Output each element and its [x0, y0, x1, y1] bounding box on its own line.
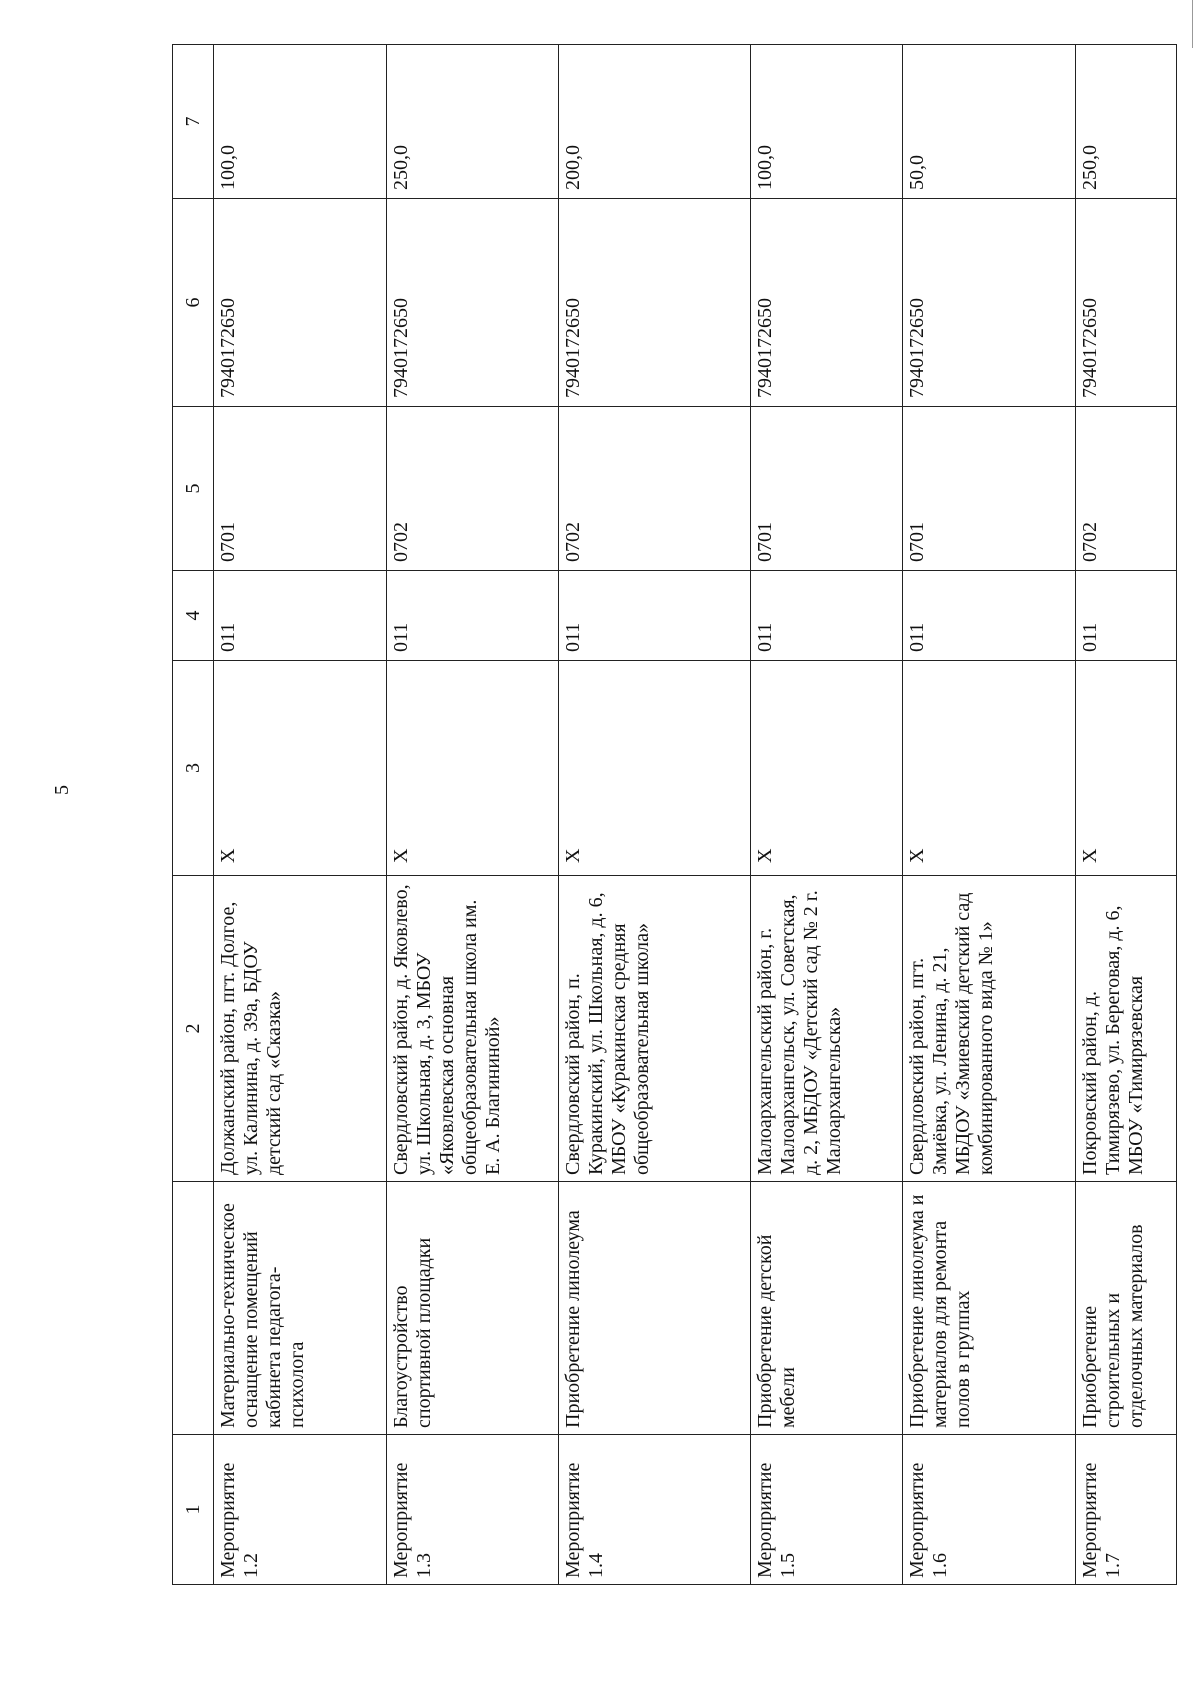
header-cell-1: 1	[173, 1435, 214, 1585]
activity-id: Мероприятие 1.5	[750, 1435, 903, 1585]
header-cell-4: 4	[173, 571, 214, 661]
col4-value: 011	[750, 571, 903, 661]
col6-value: 7940172650	[1075, 199, 1176, 407]
activity-description: Приобретение детской мебели	[750, 1182, 903, 1435]
activity-address: Свердловский район, д. Яковлево, ул. Школьная, д. 3, МБОУ «Яковлевская основная общеобразовательная школа им. Е. А. Благининой»	[386, 876, 559, 1182]
col6-value: 7940172650	[559, 199, 750, 407]
activity-id: Мероприятие 1.7	[1075, 1435, 1176, 1585]
header-cell-2: 2	[173, 876, 214, 1182]
table-row	[214, 45, 387, 1585]
activity-address: Свердловский район, пгт. Змиёвка, ул. Ленина, д. 21, МБДОУ «Змиевский детский сад комбинированного вида № 1»	[903, 876, 1076, 1182]
table-row	[750, 45, 903, 1585]
col7-value: 100,0	[750, 45, 903, 199]
header-cell-3: 3	[173, 661, 214, 876]
col5-value: 0702	[559, 407, 750, 571]
activity-description: Приобретение линолеума и материалов для ремонта полов в группах	[903, 1182, 1076, 1435]
rotated-table-wrapper	[172, 45, 1177, 1585]
table-row	[559, 45, 750, 1585]
col4-value: 011	[559, 571, 750, 661]
col6-value: 7940172650	[750, 199, 903, 407]
col7-value: 250,0	[386, 45, 559, 199]
activity-address: Должанский район, пгт. Долгое, ул. Калинина, д. 39а, БДОУ детский сад «Сказка»	[214, 876, 387, 1182]
col3-value: X	[750, 661, 903, 876]
col4-value: 011	[214, 571, 387, 661]
header-cell-7: 7	[173, 45, 214, 199]
activity-address: Малоархангельский район, г. Малоархангельск, ул. Советская, д. 2, МБДОУ «Детский сад № 2 г. Малоархангельска»	[750, 876, 903, 1182]
col5-value: 0701	[903, 407, 1076, 571]
col4-value: 011	[1075, 571, 1176, 661]
header-cell-5: 5	[173, 407, 214, 571]
activity-description: Приобретение линолеума	[559, 1182, 750, 1435]
activity-address: Покровский район, д. Тимирязево, ул. Береговая, д. 6, МБОУ «Тимирязевская	[1075, 876, 1176, 1182]
col3-value: X	[559, 661, 750, 876]
col7-value: 250,0	[1075, 45, 1176, 199]
col6-value: 7940172650	[214, 199, 387, 407]
activity-id: Мероприятие 1.2	[214, 1435, 387, 1585]
activities-table	[172, 44, 1177, 1585]
col5-value: 0701	[750, 407, 903, 571]
activity-id: Мероприятие 1.4	[559, 1435, 750, 1585]
activity-id: Мероприятие 1.6	[903, 1435, 1076, 1585]
table-header-row	[173, 45, 214, 1585]
col3-value: X	[386, 661, 559, 876]
col7-value: 50,0	[903, 45, 1076, 199]
col3-value: X	[214, 661, 387, 876]
table-row	[386, 45, 559, 1585]
activity-address: Свердловский район, п. Куракинский, ул. Школьная, д. 6, МБОУ «Куракинская средняя общеобразовательная школа»	[559, 876, 750, 1182]
activity-id: Мероприятие 1.3	[386, 1435, 559, 1585]
col6-value: 7940172650	[386, 199, 559, 407]
header-cell-1-text	[173, 1182, 214, 1435]
table-row	[903, 45, 1076, 1585]
activity-description: Благоустройство спортивной площадки	[386, 1182, 559, 1435]
page-number: 5	[51, 785, 73, 795]
activity-description: Приобретение строительных и отделочных материалов	[1075, 1182, 1176, 1435]
scan-edge-mark	[1192, 0, 1193, 48]
col7-value: 200,0	[559, 45, 750, 199]
header-cell-6: 6	[173, 199, 214, 407]
col6-value: 7940172650	[903, 199, 1076, 407]
col5-value: 0702	[1075, 407, 1176, 571]
col4-value: 011	[386, 571, 559, 661]
col5-value: 0702	[386, 407, 559, 571]
activity-description: Материально-техническое оснащение помещений кабинета педагога-психолога	[214, 1182, 387, 1435]
col7-value: 100,0	[214, 45, 387, 199]
col3-value: X	[1075, 661, 1176, 876]
table-row	[1075, 45, 1176, 1585]
col4-value: 011	[903, 571, 1076, 661]
col5-value: 0701	[214, 407, 387, 571]
col3-value: X	[903, 661, 1076, 876]
